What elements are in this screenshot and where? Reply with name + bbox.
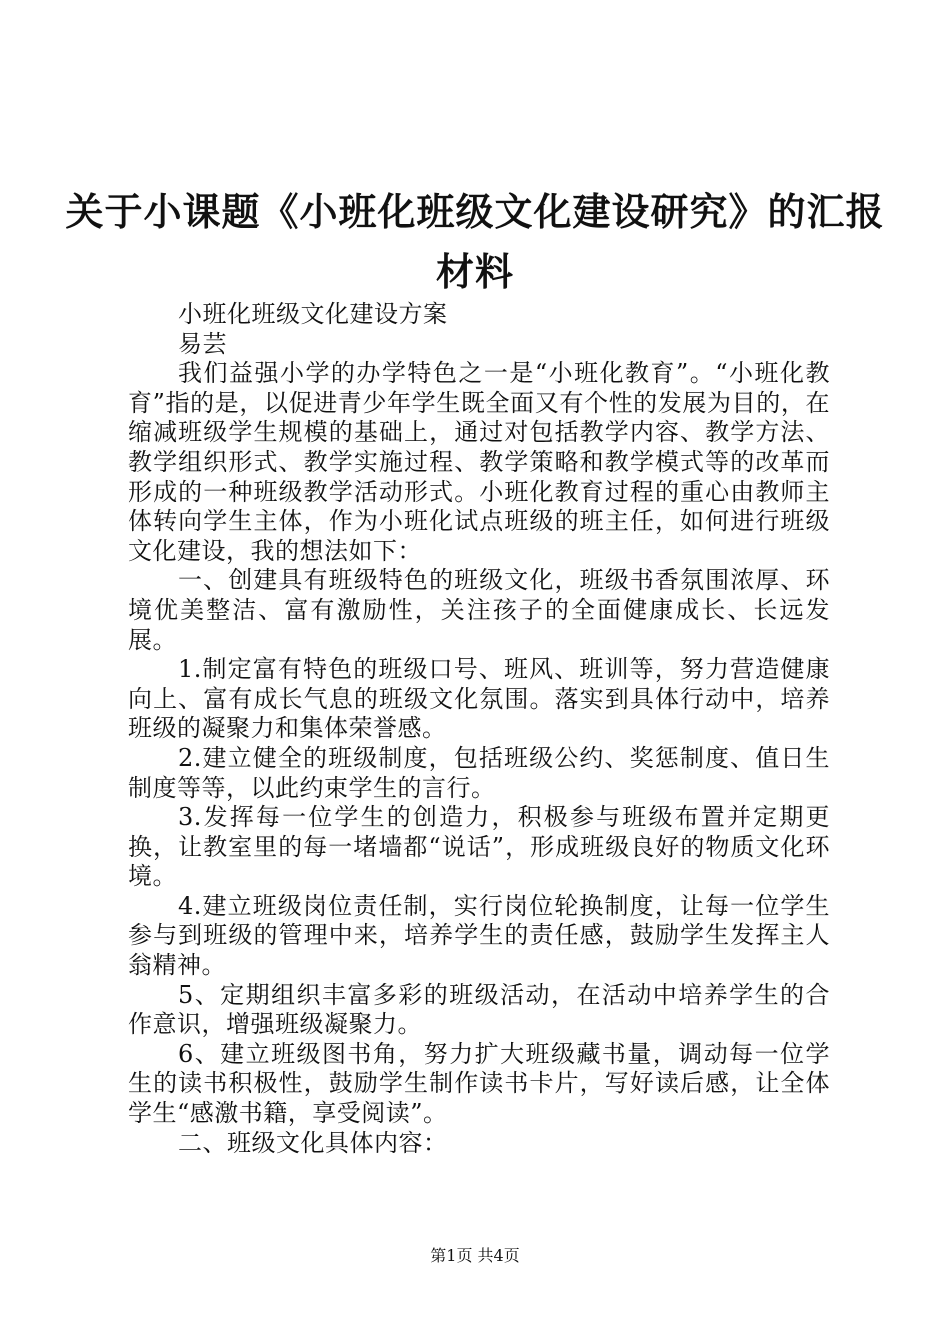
item-1-paragraph: 1.制定富有特色的班级口号、班风、班训等，努力营造健康向上、富有成长气息的班级文化氛围。落实到具体行动中，培养班级的凝聚力和集体荣誉感。 bbox=[128, 655, 830, 743]
item-4-paragraph: 4.建立班级岗位责任制，实行岗位轮换制度，让每一位学生参与到班级的管理中来，培养学生的责任感，鼓励学生发挥主人翁精神。 bbox=[128, 891, 830, 980]
document-body bbox=[128, 300, 830, 1158]
page-number-footer: 第1页 共4页 bbox=[430, 1246, 520, 1265]
item-6-paragraph: 6、建立班级图书角，努力扩大班级藏书量，调动每一位学生的读书积极性，鼓励学生制作读书卡片，写好读后感，让全体学生“感激书籍，享受阅读”。 bbox=[128, 1039, 830, 1128]
plan-heading: 小班化班级文化建设方案 bbox=[178, 300, 448, 328]
section-two-heading: 二、班级文化具体内容： bbox=[178, 1128, 448, 1157]
author-name: 易芸 bbox=[178, 329, 227, 358]
item-2-paragraph: 2.建立健全的班级制度，包括班级公约、奖惩制度、值日生制度等等，以此约束学生的言行。 bbox=[128, 743, 830, 802]
item-3-paragraph: 3.发挥每一位学生的创造力，积极参与班级布置并定期更换，让教室里的每一堵墙都“说话”，形成班级良好的物质文化环境。 bbox=[128, 803, 830, 891]
section-one-heading: 一、创建具有班级特色的班级文化，班级书香氛围浓厚、环境优美整洁、富有激励性，关注孩子的全面健康成长、长远发展。 bbox=[128, 566, 830, 654]
intro-paragraph: 我们益强小学的办学特色之一是“小班化教育”。“小班化教育”指的是，以促进青少年学生既全面又有个性的发展为目的，在缩减班级学生规模的基础上，通过对包括教学内容、教学方法、教学组织形式、教学实施过程、教学策略和教学模式等的改革而形成的一种班级教学活动形式。小班化教育过程的重心由教师主体转向学生主体，作为小班化试点班级的班主任，如何进行班级文化建设，我的想法如下： bbox=[128, 359, 830, 565]
item-5-paragraph: 5、定期组织丰富多彩的班级活动，在活动中培养学生的合作意识，增强班级凝聚力。 bbox=[128, 980, 830, 1039]
document-title: 关于小课题《小班化班级文化建设研究》的汇报材料 bbox=[65, 190, 885, 294]
